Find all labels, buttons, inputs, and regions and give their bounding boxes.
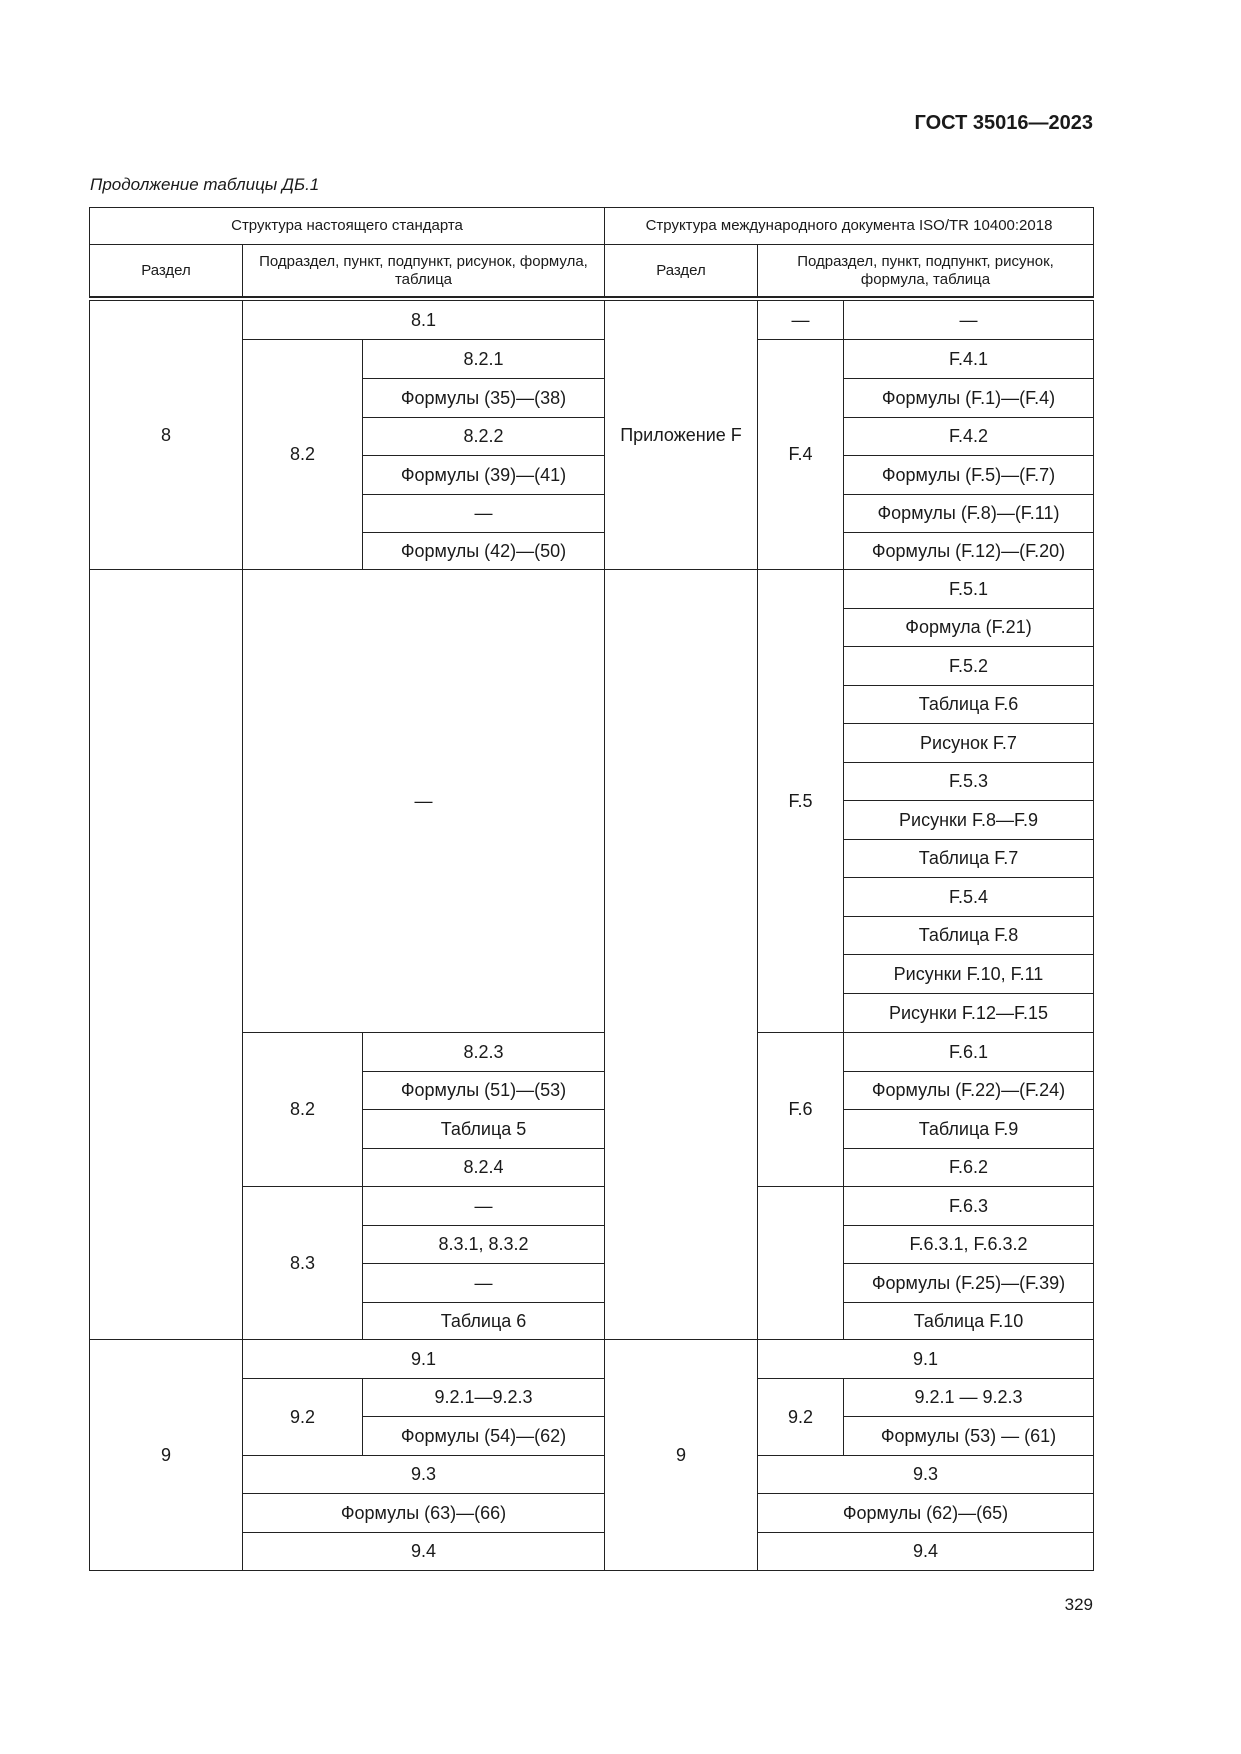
- table-cell: —: [242, 569, 605, 1033]
- table-cell: Рисунки F.10, F.11: [843, 954, 1094, 994]
- table-cell: F.4.1: [843, 339, 1094, 379]
- table-cell: Формулы (39)—(41): [362, 455, 605, 495]
- table-cell: F.6.2: [843, 1148, 1094, 1187]
- table-cell: 9: [89, 1339, 243, 1571]
- header-section: Раздел: [89, 244, 243, 297]
- table-cell: Формулы (F.8)—(F.11): [843, 494, 1094, 533]
- table-cell: Рисунки F.12—F.15: [843, 993, 1094, 1033]
- table-cell: F.5.4: [843, 877, 1094, 917]
- table-cell: F.6.1: [843, 1032, 1094, 1072]
- table-cell: [89, 569, 243, 1340]
- table-cell: 9.3: [757, 1455, 1094, 1494]
- table-cell: F.6.3: [843, 1186, 1094, 1226]
- table-cell: —: [757, 300, 844, 340]
- page-number: 329: [1064, 1595, 1093, 1614]
- table-cell: 9.2.1 — 9.2.3: [843, 1378, 1094, 1417]
- table-cell: 8.2.1: [362, 339, 605, 379]
- table-cell: Формула (F.21): [843, 608, 1094, 647]
- table-cell: Формулы (53) — (61): [843, 1416, 1094, 1456]
- table-cell: 9.1: [242, 1339, 605, 1379]
- table-cell: Формулы (F.5)—(F.7): [843, 455, 1094, 495]
- table-cell: 9.1: [757, 1339, 1094, 1379]
- table-cell: F.6: [757, 1032, 844, 1187]
- table-cell: Приложение F: [604, 300, 758, 570]
- table-cell: 9.4: [757, 1532, 1094, 1571]
- header-subsection: Подраздел, пункт, подпункт, рисунок, формула, таблица: [242, 244, 605, 297]
- table-cell: Формулы (F.25)—(F.39): [843, 1263, 1094, 1303]
- table-cell: 8: [89, 300, 243, 570]
- table-cell: Формулы (F.1)—(F.4): [843, 378, 1094, 418]
- table-cell: F.5: [757, 569, 844, 1033]
- table-cell: —: [843, 300, 1094, 340]
- table-cell: 9.2: [757, 1378, 844, 1456]
- table-cell: —: [362, 1263, 605, 1303]
- header-international-document: Структура международного документа ISO/TR 10400:2018: [604, 207, 1094, 245]
- table-cell: 8.1: [242, 300, 605, 340]
- table-cell: Рисунки F.8—F.9: [843, 800, 1094, 840]
- table-cell: [604, 569, 758, 1340]
- header-separator: [89, 297, 1094, 299]
- table-cell: F.4: [757, 339, 844, 570]
- table-cell: [757, 1186, 844, 1340]
- table-cell: 8.2.4: [362, 1148, 605, 1187]
- table-cell: 9: [604, 1339, 758, 1571]
- table-cell: F.5.2: [843, 646, 1094, 686]
- table-cell: 8.2.3: [362, 1032, 605, 1072]
- table-cell: 8.2: [242, 1032, 363, 1187]
- table-cell: Таблица F.7: [843, 839, 1094, 878]
- header-current-standard: Структура настоящего стандарта: [89, 207, 605, 245]
- header-subsection: Подраздел, пункт, подпункт, рисунок, формула, таблица: [757, 244, 1094, 297]
- table-cell: Таблица 6: [362, 1302, 605, 1340]
- table-cell: F.6.3.1, F.6.3.2: [843, 1225, 1094, 1264]
- table-cell: 9.4: [242, 1532, 605, 1571]
- table-cell: Формулы (F.12)—(F.20): [843, 532, 1094, 570]
- table-cell: 9.2: [242, 1378, 363, 1456]
- table-cell: Формулы (54)—(62): [362, 1416, 605, 1456]
- table-cell: Формулы (62)—(65): [757, 1493, 1094, 1533]
- table-cell: Таблица 5: [362, 1109, 605, 1149]
- table-cell: F.5.1: [843, 569, 1094, 609]
- table-cell: 8.3.1, 8.3.2: [362, 1225, 605, 1264]
- table-cell: 9.2.1—9.2.3: [362, 1378, 605, 1417]
- table-cell: 8.2.2: [362, 417, 605, 456]
- table-cell: 8.3: [242, 1186, 363, 1340]
- table-cell: F.5.3: [843, 762, 1094, 801]
- document-id: ГОСТ 35016—2023: [914, 112, 1093, 134]
- table-caption: Продолжение таблицы ДБ.1: [90, 175, 320, 194]
- table-cell: Таблица F.9: [843, 1109, 1094, 1149]
- table-cell: Формулы (42)—(50): [362, 532, 605, 570]
- table-cell: —: [362, 1186, 605, 1226]
- table-cell: —: [362, 494, 605, 533]
- table-cell: Таблица F.8: [843, 916, 1094, 955]
- table-cell: Таблица F.6: [843, 685, 1094, 724]
- table-cell: Формулы (F.22)—(F.24): [843, 1071, 1094, 1110]
- table-cell: 9.3: [242, 1455, 605, 1494]
- table-cell: Формулы (63)—(66): [242, 1493, 605, 1533]
- table-cell: Таблица F.10: [843, 1302, 1094, 1340]
- table-cell: 8.2: [242, 339, 363, 570]
- header-section: Раздел: [604, 244, 758, 297]
- table-cell: F.4.2: [843, 417, 1094, 456]
- table-cell: Формулы (35)—(38): [362, 378, 605, 418]
- table-cell: Рисунок F.7: [843, 723, 1094, 763]
- table-cell: Формулы (51)—(53): [362, 1071, 605, 1110]
